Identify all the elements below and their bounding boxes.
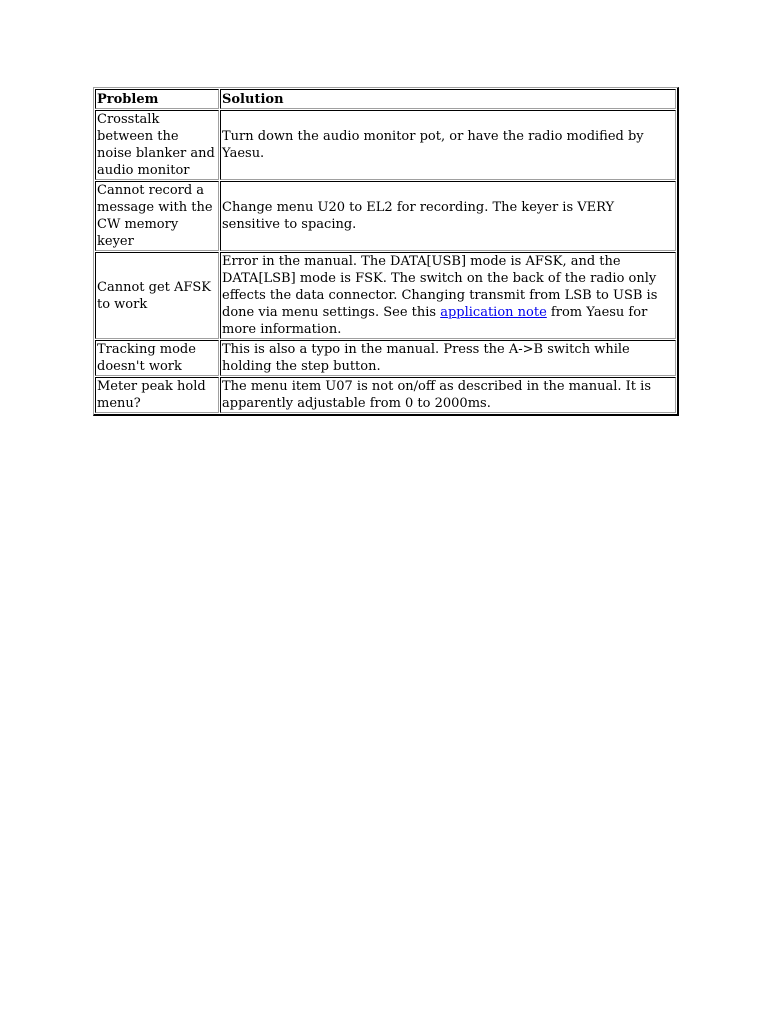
solution-text-after-link: from Yaesu for more information.: [222, 305, 648, 337]
table-row: [95, 377, 676, 413]
column-header-solution: Solution: [220, 89, 676, 109]
table-row: [95, 340, 676, 376]
problem-cell: Meter peak hold menu?: [95, 377, 219, 413]
problem-cell: Tracking mode doesn't work: [95, 340, 219, 376]
solution-text-before-link: Error in the manual. The DATA[USB] mode is AFSK, and the DATA[LSB] mode is FSK. The switch on the back of the radio only effects the data connector. Changing transmit from LSB to USB is done via menu settings. See this: [222, 254, 658, 320]
solution-cell: [220, 252, 676, 339]
solution-cell: Turn down the audio monitor pot, or have the radio modified by Yaesu.: [220, 110, 676, 180]
table-row: [95, 110, 676, 180]
table-row: [95, 252, 676, 339]
column-header-problem: Problem: [95, 89, 219, 109]
problem-cell: Cannot get AFSK to work: [95, 252, 219, 339]
table-row: [95, 181, 676, 251]
solution-cell: Change menu U20 to EL2 for recording. The keyer is VERY sensitive to spacing.: [220, 181, 676, 251]
problem-cell: Crosstalk between the noise blanker and audio monitor: [95, 110, 219, 180]
solution-cell: This is also a typo in the manual. Press the A->B switch while holding the step button.: [220, 340, 676, 376]
table-header-row: [95, 89, 676, 109]
problem-solution-table: [93, 87, 679, 416]
application-note-link[interactable]: application note: [440, 305, 547, 320]
problem-cell: Cannot record a message with the CW memory keyer: [95, 181, 219, 251]
solution-cell: The menu item U07 is not on/off as described in the manual. It is apparently adjustable from 0 to 2000ms.: [220, 377, 676, 413]
